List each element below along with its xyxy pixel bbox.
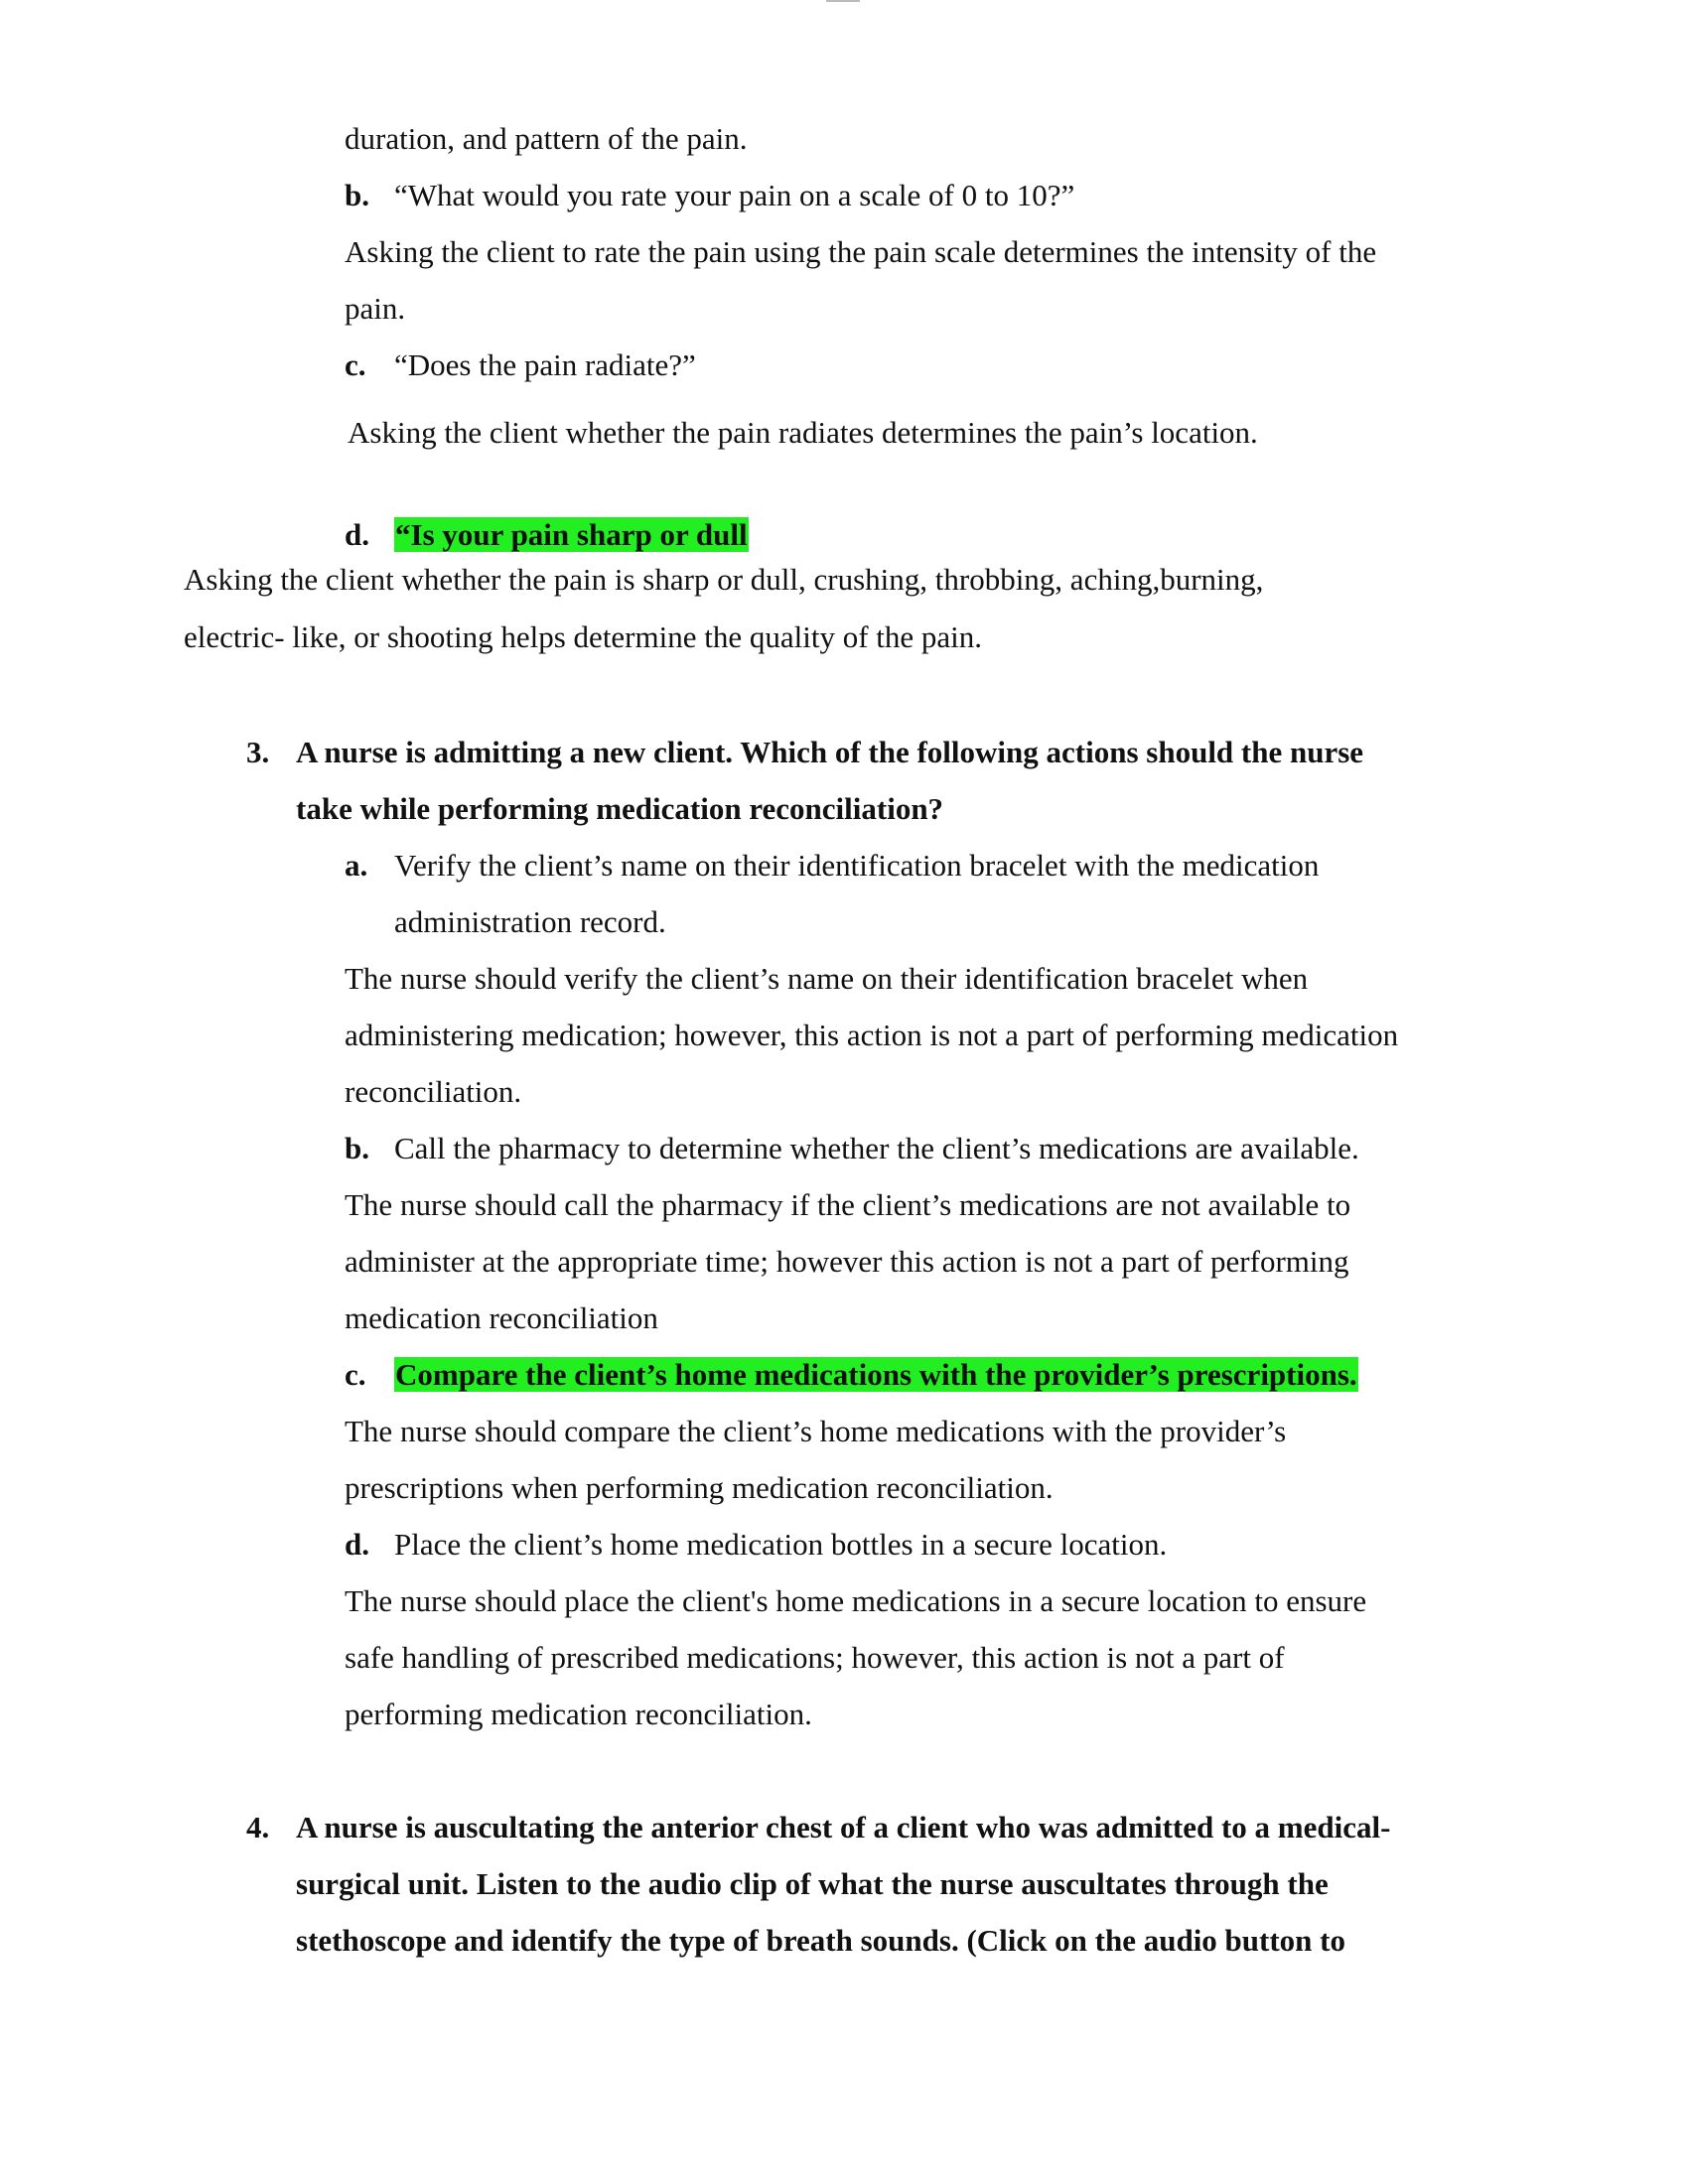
question-number: 4. [246, 1810, 270, 1844]
page-header-mark [826, 0, 860, 2]
q3-d-rationale-line-1: The nurse should place the client's home medications in a secure location to ensure [345, 1583, 1367, 1618]
q4-stem-line-2: surgical unit. Listen to the audio clip of what the nurse auscultates through the [296, 1866, 1329, 1901]
q4-stem-line-3: stethoscope and identify the type of breath sounds. (Click on the audio button to [296, 1923, 1345, 1958]
option-text: Place the client’s home medication bottles in a secure location. [394, 1527, 1168, 1562]
q3-option-a [345, 850, 1319, 881]
q3-c-rationale-line-1: The nurse should compare the client’s home medications with the provider’s [345, 1414, 1287, 1448]
highlighted-answer: Compare the client’s home medications with the provider’s prescriptions. [395, 1357, 1357, 1392]
q3-a-rationale-line-3: reconciliation. [345, 1074, 522, 1109]
q3-a-rationale-line-1: The nurse should verify the client’s name on their identification bracelet when [345, 961, 1309, 996]
q2-d-rationale-line-2: electric- like, or shooting helps determine the quality of the pain. [184, 619, 983, 654]
q3-c-rationale-line-2: prescriptions when performing medication reconciliation. [345, 1470, 1054, 1505]
q3-stem-line-2: take while performing medication reconciliation? [296, 791, 944, 826]
question-stem: A nurse is admitting a new client. Which of the following actions should the nurse [296, 735, 1364, 769]
q3-b-rationale-line-1: The nurse should call the pharmacy if the client’s medications are not available to [345, 1187, 1351, 1222]
q3-option-a-line-2: administration record. [394, 904, 666, 939]
q4-stem-line-1 [246, 1812, 1390, 1843]
q2-intro-continuation: duration, and pattern of the pain. [345, 121, 748, 156]
option-label: c. [345, 347, 366, 382]
q3-a-rationale-line-2: administering medication; however, this action is not a part of performing medication [345, 1018, 1399, 1052]
option-text: Call the pharmacy to determine whether the client’s medications are available. [394, 1131, 1359, 1165]
q3-d-rationale-line-3: performing medication reconciliation. [345, 1697, 812, 1731]
q3-b-rationale-line-3: medication reconciliation [345, 1300, 658, 1335]
question-stem: A nurse is auscultating the anterior chest of a client who was admitted to a medical- [296, 1810, 1391, 1844]
q2-d-rationale-line-1: Asking the client whether the pain is sharp or dull, crushing, throbbing, aching,burning, [184, 562, 1264, 597]
option-label: d. [345, 1527, 369, 1562]
q3-stem-line-1 [246, 737, 1363, 767]
option-label: b. [345, 1131, 369, 1165]
q3-option-d [345, 1529, 1167, 1560]
q3-option-b [345, 1133, 1359, 1163]
q2-option-b [345, 180, 1074, 210]
q2-b-rationale-line-2: pain. [345, 291, 406, 326]
q3-b-rationale-line-2: administer at the appropriate time; however this action is not a part of performing [345, 1244, 1349, 1279]
option-text: Verify the client’s name on their identification bracelet with the medication [394, 848, 1320, 883]
highlighted-answer: “Is your pain sharp or dull [395, 517, 748, 552]
q2-c-rationale: Asking the client whether the pain radiates determines the pain’s location. [348, 415, 1258, 450]
q3-option-c-correct [345, 1359, 1358, 1390]
q2-b-rationale-line-1: Asking the client to rate the pain using the pain scale determines the intensity of the [345, 234, 1377, 269]
q2-option-d-correct [345, 519, 749, 550]
q2-option-c [345, 349, 696, 380]
q3-d-rationale-line-2: safe handling of prescribed medications; however, this action is not a part of [345, 1640, 1285, 1675]
option-label: a. [345, 848, 368, 883]
option-text: “What would you rate your pain on a scale of 0 to 10?” [394, 178, 1075, 212]
option-label: b. [345, 178, 369, 212]
option-text: “Does the pain radiate?” [394, 347, 696, 382]
question-number: 3. [246, 735, 270, 769]
option-label: c. [345, 1357, 366, 1392]
option-label: d. [345, 517, 369, 552]
